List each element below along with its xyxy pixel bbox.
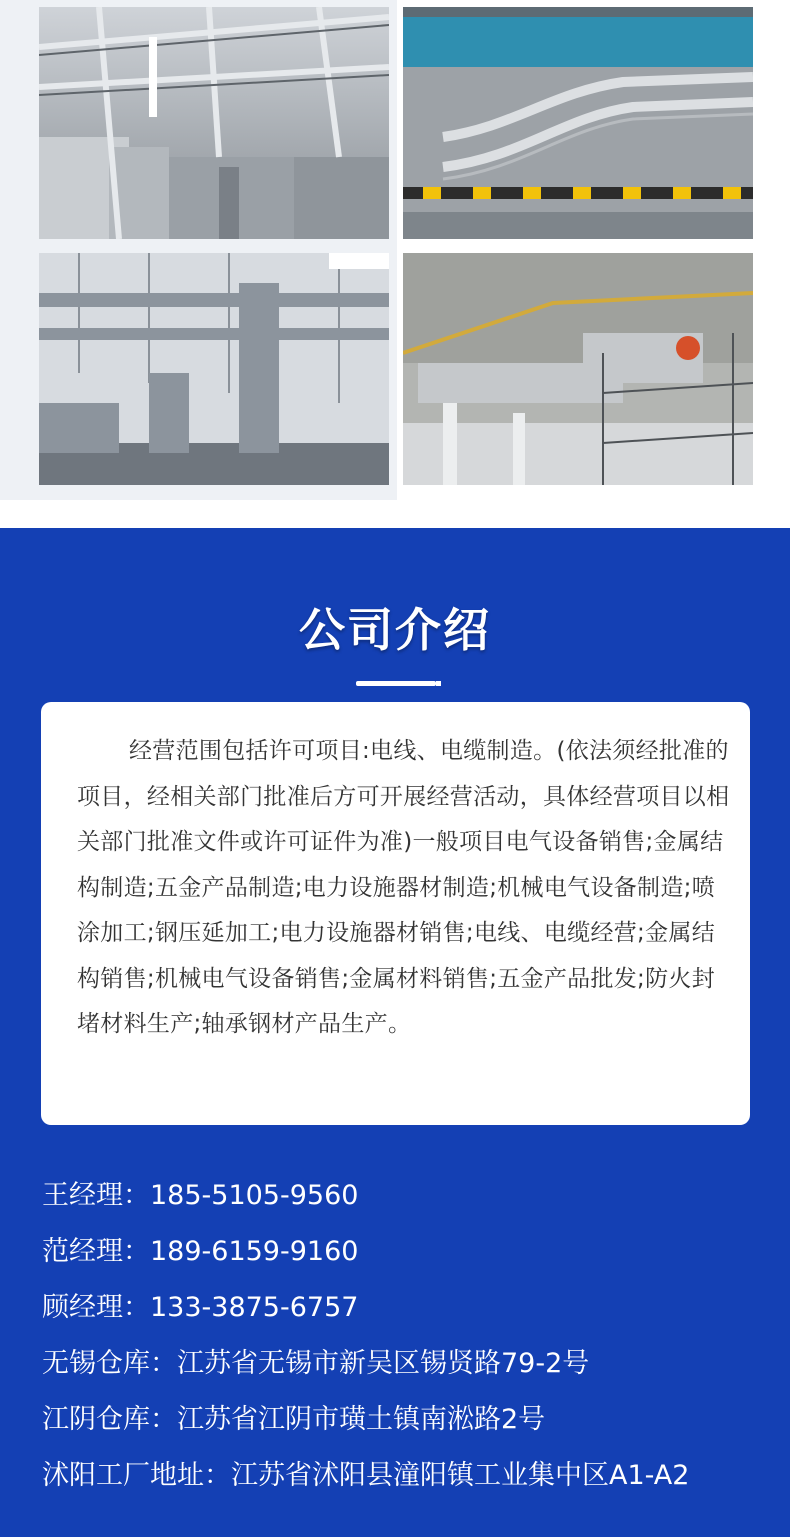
contact-line: 顾经理：133-3875-6757 (42, 1292, 359, 1323)
title-underline-dot (436, 681, 441, 686)
contact-line: 无锡仓库：江苏省无锡市新吴区锡贤路79-2号 (42, 1348, 590, 1379)
photo-gallery (0, 0, 790, 528)
intro-card (41, 702, 750, 1125)
title-underline (356, 681, 436, 686)
company-intro-section (0, 528, 790, 1537)
contact-line: 范经理：189-6159-9160 (42, 1236, 359, 1267)
section-title: 公司介绍 (299, 603, 491, 657)
duct-scaffold-photo (403, 253, 753, 485)
contact-line: 沭阳工厂地址：江苏省沭阳县潼阳镇工业集中区A1-A2 (42, 1460, 690, 1491)
cable-tray-hangers-photo (39, 253, 389, 485)
cable-tray-bend-photo (403, 7, 753, 239)
contact-line: 王经理：185-5105-9560 (42, 1180, 359, 1211)
cable-tray-ceiling-photo (39, 7, 389, 239)
intro-text: 经营范围包括许可项目:电线、电缆制造。(依法须经批准的项目，经相关部门批准后方可开展经营活动，具体经营项目以相关部门批准文件或许可证件为准)一般项目电气设备销售;金属结构制造;五金产品制造;电力设施器材制造;机械电气设备制造;喷涂加工;钢压延加工;电力设施器材销售;电线、电缆经营;金属结构销售;机械电气设备销售;金属材料销售;五金产品批发;防火封堵材料生产;轴承钢材产品生产。 (77, 738, 730, 1037)
contact-line: 江阴仓库：江苏省江阴市璜土镇南淞路2号 (42, 1404, 546, 1435)
contact-list (42, 1168, 782, 1504)
